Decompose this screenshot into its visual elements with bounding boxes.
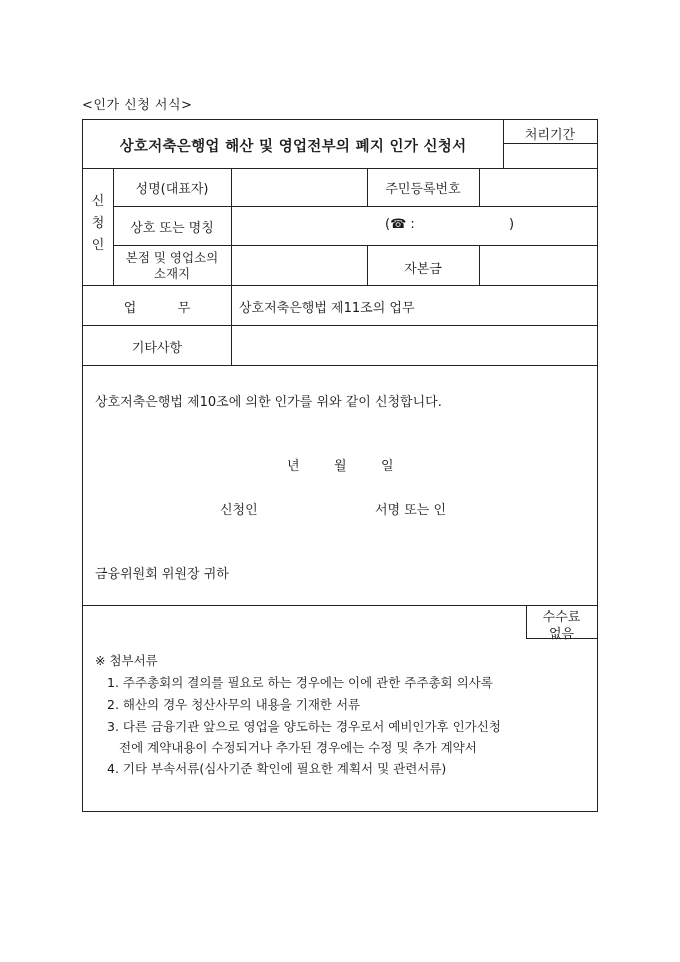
form-caption: <인가 신청 서식> [82, 98, 193, 113]
business-value: 상호저축은행법 제11조의 업무 [239, 301, 415, 316]
application-statement: 상호저축은행법 제10조에 의한 인가를 위와 같이 신청합니다. [95, 395, 442, 410]
capital-label: 자본금 [404, 262, 442, 277]
attachment-item: 3. 다른 금융기관 앞으로 영업을 양도하는 경우로서 예비인가후 인가신청 [107, 719, 501, 734]
fee-value: 없음 [548, 627, 575, 642]
address-label-line1: 본점 및 영업소의 [125, 250, 219, 265]
divider [83, 325, 597, 326]
business-label: 업 무 [123, 301, 191, 316]
divider [83, 605, 597, 606]
date-month: 월 [334, 459, 347, 474]
resident-number-label: 주민등록번호 [385, 182, 461, 197]
address-label-line2: 소재지 [153, 266, 191, 281]
other-label: 기타사항 [131, 341, 183, 356]
attachment-item: 1. 주주총회의 결의를 필요로 하는 경우에는 이에 관한 주주총회 의사록 [107, 675, 493, 690]
form-title: 상호저축은행업 해산 및 영업전부의 폐지 인가 신청서 [119, 138, 467, 155]
divider [113, 245, 597, 246]
application-form [82, 119, 598, 812]
divider [503, 168, 597, 169]
divider [83, 285, 597, 286]
attachment-item: 전에 계약내용이 수정되거나 추가된 경우에는 수정 및 추가 계약서 [119, 740, 477, 755]
attachments-header: ※ 첨부서류 [95, 653, 158, 668]
divider [479, 245, 480, 285]
divider [113, 206, 597, 207]
applicant-group-label [88, 191, 108, 257]
name-field[interactable] [235, 178, 363, 196]
applicant-group-char: 청 [91, 216, 105, 231]
phone-prefix: (☎ : [385, 217, 415, 232]
applicant-label: 신청인 [220, 503, 258, 518]
divider [231, 168, 232, 365]
applicant-group-char: 인 [91, 238, 105, 253]
name-label: 성명(대표자) [135, 182, 209, 197]
resident-number-field[interactable] [483, 178, 593, 196]
attachment-item: 4. 기타 부속서류(심사기준 확인에 필요한 계획서 및 관련서류) [107, 761, 447, 776]
addressee: 금융위원회 위원장 귀하 [95, 567, 229, 582]
attachment-item: 2. 해산의 경우 청산사무의 내용을 기재한 서류 [107, 697, 361, 712]
phone-suffix: ) [509, 217, 515, 232]
applicant-group-char: 신 [91, 194, 105, 209]
trade-name-label: 상호 또는 명칭 [130, 221, 214, 236]
divider [83, 168, 503, 169]
divider [503, 143, 597, 144]
date-year: 년 [287, 459, 300, 474]
date-day: 일 [381, 459, 394, 474]
signature-label: 서명 또는 인 [375, 503, 447, 518]
other-field[interactable] [239, 337, 589, 355]
divider [479, 168, 480, 206]
capital-field[interactable] [483, 258, 593, 276]
fee-label: 수수료 [542, 610, 581, 625]
divider [83, 365, 597, 366]
processing-period-label: 처리기간 [524, 128, 576, 143]
